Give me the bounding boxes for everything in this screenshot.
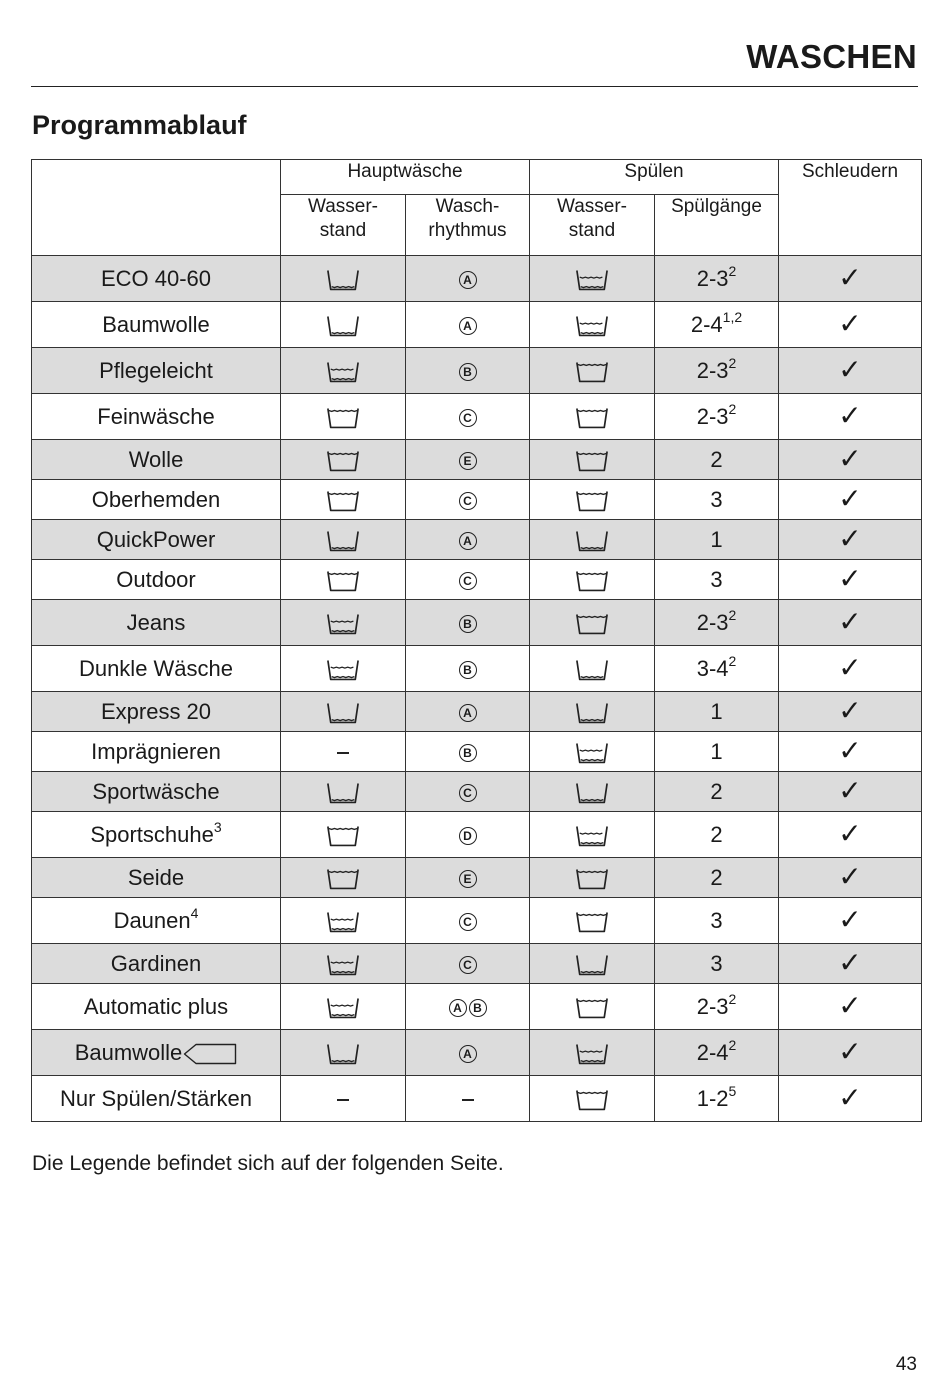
water-level-low-icon <box>326 781 360 805</box>
checkmark-icon: ✓ <box>838 400 862 431</box>
program-name-cell <box>32 692 281 732</box>
water-level-high-icon <box>575 1088 609 1112</box>
water-level-mid-icon <box>575 824 609 848</box>
table-row <box>32 1076 922 1122</box>
water-level-high-icon <box>326 489 360 513</box>
rinse-water-level-cell <box>530 858 655 898</box>
spin-cell <box>779 480 922 520</box>
water-level-low-icon <box>575 701 609 725</box>
wash-rhythm-e-icon: E <box>459 452 477 470</box>
wash-rhythm-cell <box>406 302 530 348</box>
rinse-count: 2-3 <box>696 357 729 383</box>
rinse-water-level-cell <box>530 440 655 480</box>
spin-cell <box>779 394 922 440</box>
program-name-cell <box>32 944 281 984</box>
rinse-count: 1 <box>710 738 723 764</box>
wash-rhythm-a-icon: A <box>459 704 477 722</box>
water-level-high-icon <box>326 449 360 473</box>
page-header-title: WASCHEN <box>746 38 917 75</box>
rinse-water-level-cell <box>530 348 655 394</box>
program-name-cell <box>32 1076 281 1122</box>
checkmark-icon: ✓ <box>838 308 862 339</box>
dash-icon <box>462 1099 474 1101</box>
table-row <box>32 984 922 1030</box>
spin-cell <box>779 732 922 772</box>
rinse-count-cell <box>655 600 779 646</box>
checkmark-icon: ✓ <box>838 904 862 935</box>
checkmark-icon: ✓ <box>838 262 862 293</box>
rinse-count-cell <box>655 394 779 440</box>
spin-cell <box>779 440 922 480</box>
main-water-level-header: Wasser- stand <box>281 195 406 256</box>
water-level-mid-icon <box>326 658 360 682</box>
rinse-count-cell <box>655 692 779 732</box>
program-name: Sportwäsche <box>92 778 220 804</box>
wash-rhythm-cell <box>406 394 530 440</box>
wash-rhythm-a-icon: A <box>459 317 477 335</box>
program-name: Automatic plus <box>83 993 229 1019</box>
main-water-level-cell <box>281 256 406 302</box>
program-name-cell <box>32 440 281 480</box>
water-level-mid-icon <box>326 612 360 636</box>
program-name-cell <box>32 646 281 692</box>
wash-rhythm-a-icon: A <box>449 999 467 1017</box>
rinse-water-level-cell <box>530 898 655 944</box>
water-level-high-icon <box>575 569 609 593</box>
checkmark-icon: ✓ <box>838 606 862 637</box>
water-level-high-icon <box>326 569 360 593</box>
main-water-level-cell <box>281 772 406 812</box>
rinse-count: 1 <box>710 526 723 552</box>
water-level-low-icon <box>575 658 609 682</box>
footnote-marker: 3 <box>213 818 222 835</box>
wash-rhythm-d-icon: D <box>459 827 477 845</box>
water-level-high-icon <box>326 867 360 891</box>
program-name: Express 20 <box>100 698 212 724</box>
table-row <box>32 440 922 480</box>
checkmark-icon: ✓ <box>838 523 862 554</box>
rinse-count: 2-3 <box>696 403 729 429</box>
footnote-marker: 5 <box>728 1082 737 1099</box>
table-row <box>32 302 922 348</box>
rinse-header: Spülen <box>530 160 779 195</box>
rinse-count-cell <box>655 480 779 520</box>
rinse-count: 2-3 <box>696 993 729 1019</box>
program-table-body <box>32 256 922 1122</box>
checkmark-icon: ✓ <box>838 1036 862 1067</box>
water-level-high-icon <box>575 489 609 513</box>
wash-rhythm-b-icon: B <box>459 744 477 762</box>
program-name: Daunen <box>113 907 191 933</box>
checkmark-icon: ✓ <box>838 354 862 385</box>
program-name: Gardinen <box>110 950 202 976</box>
rinse-count-cell <box>655 1030 779 1076</box>
table-row <box>32 600 922 646</box>
program-name-cell <box>32 812 281 858</box>
checkmark-icon: ✓ <box>838 990 862 1021</box>
rinse-count: 2 <box>710 446 723 472</box>
program-name: Feinwäsche <box>97 403 215 429</box>
rinse-water-level-cell <box>530 692 655 732</box>
checkmark-icon: ✓ <box>838 1082 862 1113</box>
wash-rhythm-a-icon: A <box>459 1045 477 1063</box>
rinse-count-cell <box>655 772 779 812</box>
rinse-water-level-cell <box>530 944 655 984</box>
rinse-water-level-cell <box>530 812 655 858</box>
label-tag-icon <box>183 1043 237 1065</box>
rinse-count: 1-2 <box>696 1085 729 1111</box>
wash-rhythm-cell <box>406 348 530 394</box>
wash-rhythm-b-icon: B <box>459 615 477 633</box>
rinse-water-level-cell <box>530 560 655 600</box>
program-name: Jeans <box>126 609 186 635</box>
program-name: Dunkle Wäsche <box>78 655 234 681</box>
program-name: QuickPower <box>96 526 216 552</box>
program-name: Outdoor <box>116 566 196 592</box>
main-water-level-cell <box>281 898 406 944</box>
rinse-water-level-cell <box>530 984 655 1030</box>
rinse-count: 2 <box>710 778 723 804</box>
footnote-marker: 1,2 <box>722 308 743 325</box>
checkmark-icon: ✓ <box>838 947 862 978</box>
main-wash-header: Hauptwäsche <box>281 160 530 195</box>
main-water-level-cell <box>281 520 406 560</box>
water-level-mid-icon <box>575 1042 609 1066</box>
footnote-marker: 4 <box>190 904 199 921</box>
rinse-count: 3 <box>710 486 723 512</box>
rinse-count: 3 <box>710 907 723 933</box>
rinse-water-level-cell <box>530 1030 655 1076</box>
main-water-level-cell <box>281 348 406 394</box>
program-name: Seide <box>127 864 185 890</box>
spin-cell <box>779 1030 922 1076</box>
water-level-low-icon <box>326 314 360 338</box>
wash-rhythm-a-icon: A <box>459 271 477 289</box>
table-row <box>32 692 922 732</box>
footnote-marker: 2 <box>728 652 737 669</box>
wash-rhythm-e-icon: E <box>459 870 477 888</box>
spin-cell <box>779 302 922 348</box>
wash-rhythm-cell <box>406 858 530 898</box>
legend-note: Die Legende befindet sich auf der folgenden Seite. <box>32 1152 504 1175</box>
checkmark-icon: ✓ <box>838 695 862 726</box>
rinse-count-cell <box>655 560 779 600</box>
rinse-count-cell <box>655 944 779 984</box>
spin-cell <box>779 560 922 600</box>
water-level-mid-icon <box>575 741 609 765</box>
program-name-cell <box>32 984 281 1030</box>
wash-rhythm-cell <box>406 898 530 944</box>
rinse-count-cell <box>655 984 779 1030</box>
checkmark-icon: ✓ <box>838 818 862 849</box>
main-water-level-cell <box>281 394 406 440</box>
rinse-count: 2 <box>710 821 723 847</box>
rinse-water-level-cell <box>530 732 655 772</box>
program-name-cell <box>32 302 281 348</box>
water-level-low-icon <box>326 529 360 553</box>
rinse-count-cell <box>655 256 779 302</box>
program-name: Oberhemden <box>91 486 221 512</box>
wash-rhythm-cell <box>406 732 530 772</box>
rinse-count-cell <box>655 898 779 944</box>
wash-rhythm-cell <box>406 812 530 858</box>
main-water-level-cell <box>281 302 406 348</box>
wash-rhythm-cell <box>406 256 530 302</box>
main-water-level-cell <box>281 944 406 984</box>
wash-rhythm-cell <box>406 600 530 646</box>
program-name-cell <box>32 772 281 812</box>
water-level-high-icon <box>575 406 609 430</box>
program-name-cell <box>32 858 281 898</box>
wash-rhythm-c-icon: C <box>459 956 477 974</box>
rinse-count: 2-3 <box>696 265 729 291</box>
footnote-marker: 2 <box>728 400 737 417</box>
water-level-high-icon <box>575 360 609 384</box>
table-row <box>32 812 922 858</box>
wash-rhythm-b-icon: B <box>459 363 477 381</box>
footnote-marker: 2 <box>728 990 737 1007</box>
program-name: Imprägnieren <box>91 738 221 764</box>
checkmark-icon: ✓ <box>838 861 862 892</box>
page-number: 43 <box>895 1354 917 1375</box>
water-level-low-icon <box>575 781 609 805</box>
wash-rhythm-cell <box>406 440 530 480</box>
rinse-water-level-cell <box>530 302 655 348</box>
water-level-mid-icon <box>326 360 360 384</box>
table-row <box>32 560 922 600</box>
rinse-water-level-cell <box>530 646 655 692</box>
rinse-count: 3 <box>710 950 723 976</box>
table-row <box>32 944 922 984</box>
footnote-marker: 2 <box>728 1036 737 1053</box>
wash-rhythm-b-icon: B <box>459 661 477 679</box>
rinse-count: 3 <box>710 566 723 592</box>
program-name: Wolle <box>128 446 184 472</box>
water-level-high-icon <box>575 867 609 891</box>
rinse-count-cell <box>655 858 779 898</box>
program-name-cell <box>32 1030 281 1076</box>
checkmark-icon: ✓ <box>838 735 862 766</box>
spin-cell <box>779 692 922 732</box>
wash-rhythm-b-icon: B <box>469 999 487 1017</box>
main-water-level-cell <box>281 646 406 692</box>
water-level-low-icon <box>575 529 609 553</box>
water-level-mid-icon <box>575 268 609 292</box>
rinse-count: 2-3 <box>696 609 729 635</box>
main-water-level-cell <box>281 600 406 646</box>
program-name-cell <box>32 394 281 440</box>
spin-cell <box>779 256 922 302</box>
water-level-high-icon <box>575 910 609 934</box>
program-table <box>31 159 922 1122</box>
program-name-cell <box>32 560 281 600</box>
wash-rhythm-a-icon: A <box>459 532 477 550</box>
program-column-header <box>32 160 281 256</box>
rinse-water-level-cell <box>530 772 655 812</box>
program-name-cell <box>32 898 281 944</box>
table-row <box>32 732 922 772</box>
rinse-water-level-header: Wasser- stand <box>530 195 655 256</box>
rinse-count-cell <box>655 520 779 560</box>
spin-header: Schleudern <box>779 160 922 256</box>
water-level-high-icon <box>575 449 609 473</box>
rinse-count: 2-4 <box>690 311 723 337</box>
program-name-cell <box>32 732 281 772</box>
program-name-cell <box>32 256 281 302</box>
program-name-cell <box>32 520 281 560</box>
spin-cell <box>779 348 922 394</box>
program-name-cell <box>32 348 281 394</box>
table-row <box>32 480 922 520</box>
footnote-marker: 2 <box>728 262 737 279</box>
checkmark-icon: ✓ <box>838 483 862 514</box>
section-title: Programmablauf <box>32 110 247 140</box>
table-row <box>32 646 922 692</box>
program-name: Baumwolle <box>102 311 210 337</box>
water-level-mid-icon <box>575 314 609 338</box>
table-row <box>32 394 922 440</box>
table-row <box>32 858 922 898</box>
table-row <box>32 256 922 302</box>
rinse-count-header: Spülgänge <box>655 195 779 256</box>
table-row <box>32 520 922 560</box>
program-name-cell <box>32 600 281 646</box>
dash-icon <box>337 1099 349 1101</box>
water-level-high-icon <box>575 996 609 1020</box>
wash-rhythm-cell <box>406 984 530 1030</box>
main-water-level-cell <box>281 440 406 480</box>
spin-cell <box>779 858 922 898</box>
water-level-high-icon <box>326 406 360 430</box>
program-name-cell <box>32 480 281 520</box>
main-water-level-cell <box>281 858 406 898</box>
table-row <box>32 1030 922 1076</box>
main-water-level-cell <box>281 1030 406 1076</box>
rinse-water-level-cell <box>530 1076 655 1122</box>
program-name: Pflegeleicht <box>99 357 213 383</box>
main-water-level-cell <box>281 812 406 858</box>
main-water-level-cell <box>281 732 406 772</box>
rinse-count-cell <box>655 1076 779 1122</box>
wash-rhythm-c-icon: C <box>459 409 477 427</box>
main-water-level-cell <box>281 480 406 520</box>
program-name: Nur Spülen/Stärken <box>60 1085 252 1111</box>
wash-rhythm-c-icon: C <box>459 492 477 510</box>
footnote-marker: 2 <box>728 606 737 623</box>
checkmark-icon: ✓ <box>838 563 862 594</box>
table-row <box>32 348 922 394</box>
rinse-count: 2 <box>710 864 723 890</box>
rinse-count: 1 <box>710 698 723 724</box>
rinse-count-cell <box>655 302 779 348</box>
wash-rhythm-cell <box>406 692 530 732</box>
wash-rhythm-cell <box>406 480 530 520</box>
dash-icon <box>337 752 349 754</box>
table-row <box>32 772 922 812</box>
wash-rhythm-c-icon: C <box>459 572 477 590</box>
water-level-low-icon <box>326 701 360 725</box>
wash-rhythm-cell <box>406 772 530 812</box>
table-row <box>32 898 922 944</box>
water-level-mid-icon <box>326 910 360 934</box>
rinse-count-cell <box>655 348 779 394</box>
spin-cell <box>779 984 922 1030</box>
rinse-count-cell <box>655 646 779 692</box>
footnote-marker: 2 <box>728 354 737 371</box>
rinse-water-level-cell <box>530 480 655 520</box>
program-name: Sportschuhe <box>90 821 214 847</box>
spin-cell <box>779 1076 922 1122</box>
header-divider <box>31 86 918 87</box>
wash-rhythm-header: Wasch- rhythmus <box>406 195 530 256</box>
spin-cell <box>779 812 922 858</box>
program-name: ECO 40-60 <box>100 265 212 291</box>
main-water-level-cell <box>281 1076 406 1122</box>
water-level-high-icon <box>326 824 360 848</box>
water-level-low-icon <box>575 953 609 977</box>
water-level-low-icon <box>326 268 360 292</box>
water-level-mid-icon <box>326 953 360 977</box>
spin-cell <box>779 898 922 944</box>
wash-rhythm-c-icon: C <box>459 913 477 931</box>
water-level-high-icon <box>575 612 609 636</box>
rinse-count-cell <box>655 440 779 480</box>
rinse-count-cell <box>655 732 779 772</box>
wash-rhythm-cell <box>406 1076 530 1122</box>
spin-cell <box>779 600 922 646</box>
wash-rhythm-cell <box>406 560 530 600</box>
spin-cell <box>779 646 922 692</box>
main-water-level-cell <box>281 560 406 600</box>
spin-cell <box>779 944 922 984</box>
rinse-water-level-cell <box>530 520 655 560</box>
wash-rhythm-cell <box>406 646 530 692</box>
water-level-mid-icon <box>326 996 360 1020</box>
rinse-water-level-cell <box>530 600 655 646</box>
spin-cell <box>779 520 922 560</box>
spin-cell <box>779 772 922 812</box>
checkmark-icon: ✓ <box>838 775 862 806</box>
checkmark-icon: ✓ <box>838 652 862 683</box>
rinse-count: 2-4 <box>696 1039 729 1065</box>
rinse-water-level-cell <box>530 394 655 440</box>
rinse-water-level-cell <box>530 256 655 302</box>
rinse-count-cell <box>655 812 779 858</box>
wash-rhythm-cell <box>406 944 530 984</box>
main-water-level-cell <box>281 984 406 1030</box>
wash-rhythm-cell <box>406 520 530 560</box>
rinse-count: 3-4 <box>696 655 729 681</box>
wash-rhythm-c-icon: C <box>459 784 477 802</box>
program-name: Baumwolle <box>74 1039 183 1065</box>
wash-rhythm-cell <box>406 1030 530 1076</box>
water-level-low-icon <box>326 1042 360 1066</box>
main-water-level-cell <box>281 692 406 732</box>
checkmark-icon: ✓ <box>838 443 862 474</box>
